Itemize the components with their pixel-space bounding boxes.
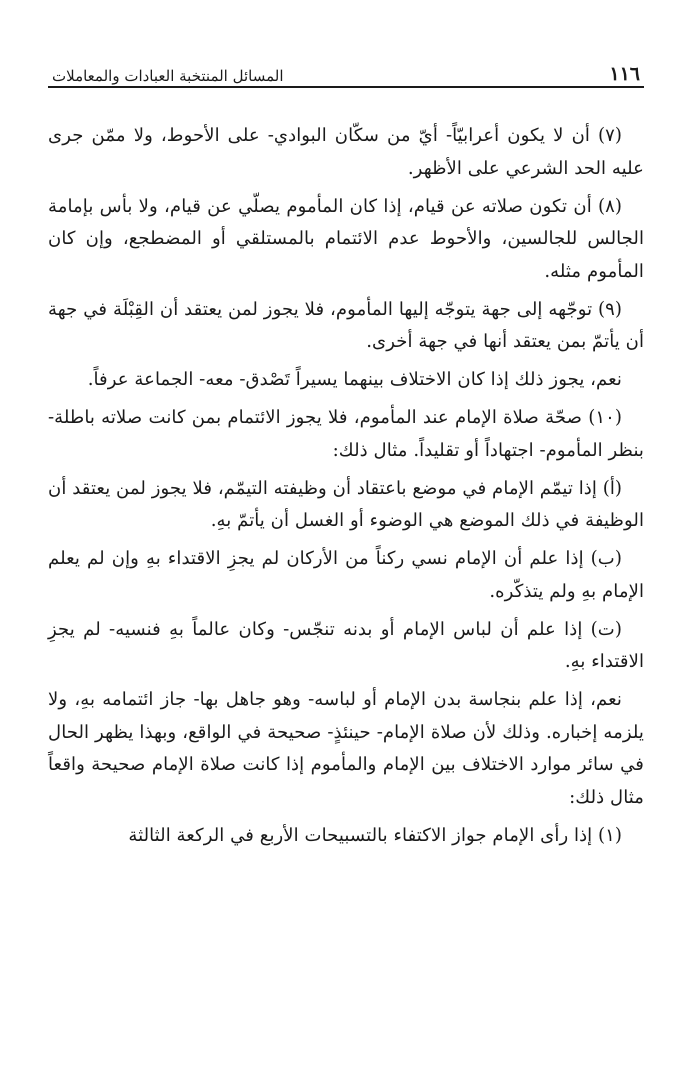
paragraph-example-b: (ب) إذا علم أن الإمام نسي ركناً من الأركان لم يجزِ الاقتداء بهِ وإن لم يعلم الإمام بهِ ولم يتذكّره. [48,548,644,602]
paragraph-exception-impurity: نعم، إذا علم بنجاسة بدن الإمام أو لباسه- وهو جاهل بها- جاز ائتمامه بهِ، ولا يلزمه إخباره. وذلك لأن صلاة الإمام- حينئذٍ- صحيحة في الواقع، وبهذا يظهر الحال في سائر موارد الاختلاف بين الإمام والمأموم إذا كانت صلاة الإمام صحيحة واقعاً مثال ذلك: [48,689,644,808]
page-body [48,120,644,852]
page-number: ١١٦ [609,63,640,85]
page-header [48,58,644,88]
paragraph-example-1: (١) إذا رأى الإمام جواز الاكتفاء بالتسبيحات الأربع في الركعة الثالثة [128,824,622,846]
paragraph-condition-9: (٩) توجّهه إلى جهة يتوجّه إليها المأموم، فلا يجوز لمن يعتقد أن القِبْلَة في جهة أن يأتمّ بمن يعتقد أنها في جهة أخرى. [48,298,644,352]
paragraph-exception-direction: نعم، يجوز ذلك إذا كان الاختلاف بينهما يسيراً تَصْدق- معه- الجماعة عرفاً. [87,369,622,390]
paragraph-condition-7: (٧) أن لا يكون أعرابيّاً- أيّ من سكّان البوادي- على الأحوط، ولا ممّن جرى عليه الحد الشرعي على الأظهر. [48,125,644,179]
paragraph-example-t: (ت) إذا علم أن لباس الإمام أو بدنه تنجّس- وكان عالماً بهِ فنسيه- لم يجزِ الاقتداء بهِ. [48,618,644,672]
paragraph-condition-8: (٨) أن تكون صلاته عن قيام، إذا كان المأموم يصلّي عن قيام، ولا بأس بإمامة الجالس للجالسين، والأحوط عدم الائتمام بالمستلقي أو المضطجع، وإن كان المأموم مثله. [48,195,644,282]
book-page [48,58,644,1058]
paragraph-condition-10: (١٠) صحّة صلاة الإمام عند المأموم، فلا يجوز الائتمام بمن كانت صلاته باطلة- بنظر المأموم- اجتهاداً أو تقليداً. مثال ذلك: [48,407,644,461]
paragraph-example-a: (أ) إذا تيمّم الإمام في موضع باعتقاد أن وظيفته التيمّم، فلا يجوز لمن يعتقد أن الوظيفة في ذلك الموضع هي الوضوء أو الغسل أن يأتمّ بهِ. [48,477,644,531]
running-title: المسائل المنتخبة العبادات والمعاملات [52,67,284,85]
